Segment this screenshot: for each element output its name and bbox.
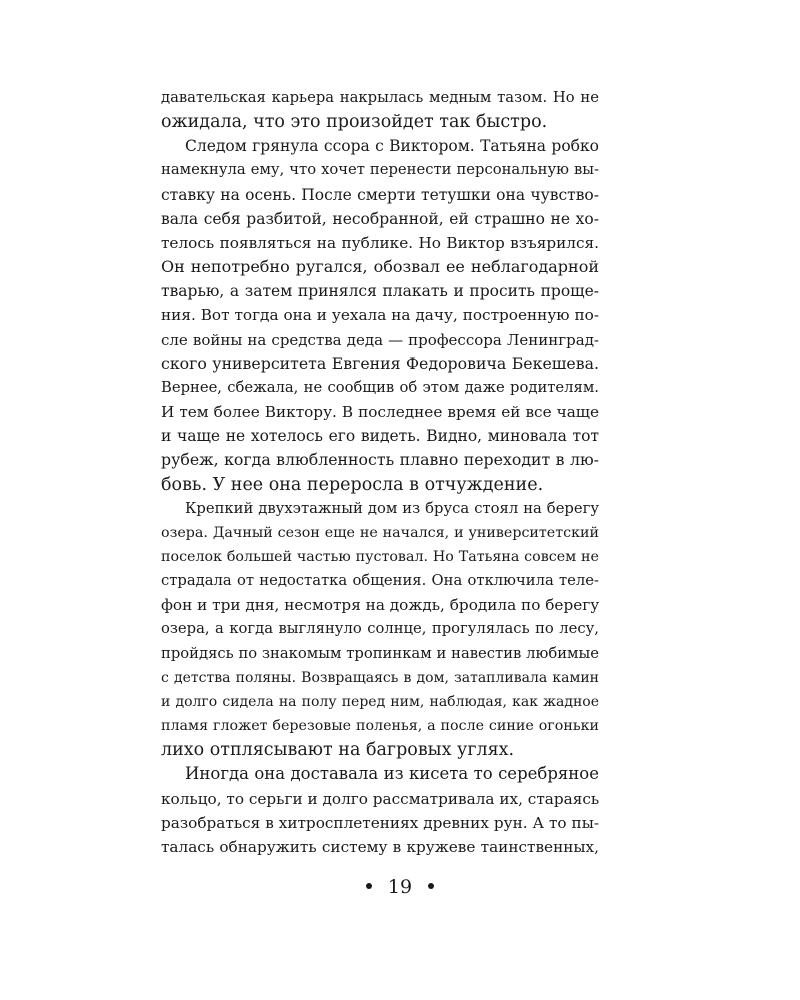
text-line: лихо отплясывают на багровых углях. — [161, 740, 515, 761]
text-line: давательская карьера накрылась медным тазом. Но не — [161, 89, 599, 106]
folio-bullet-left — [366, 883, 372, 889]
body-text — [161, 86, 599, 859]
text-line: ния. Вот тогда она и уехала на дачу, построенную по- — [161, 306, 599, 325]
text-line: ставку на осень. После смерти тетушки она чувство- — [161, 185, 599, 204]
text-line: талась обнаружить систему в кружеве таинственных, — [161, 837, 599, 856]
text-line: с детства поляны. Возвращаясь в дом, затапливала камин — [161, 669, 599, 686]
text-line: телось появляться на публике. Но Виктор взъярился. — [161, 233, 599, 252]
text-line: страдала от недостатка общения. Она отключила теле- — [161, 572, 599, 590]
text-line: озера, а когда выглянуло солнце, прогулялась по лесу, — [161, 620, 599, 638]
text-line: вала себя разбитой, несобранной, ей страшно не хо- — [161, 209, 599, 228]
paragraph — [161, 86, 599, 134]
text-line: намекнула ему, что хочет перенести персональную вы- — [161, 161, 599, 179]
page-number: 19 — [387, 876, 413, 898]
text-line: Крепкий двухэтажный дом из бруса стоял на берегу — [185, 499, 599, 517]
text-line: и чаще не хотелось его видеть. Видно, миновала тот — [161, 427, 599, 446]
text-line: ожидала, что это произойдет так быстро. — [161, 112, 548, 133]
paragraph — [161, 762, 599, 859]
text-line: пройдясь по знакомым тропинкам и навестив любимые — [161, 644, 599, 662]
text-line: Вернее, сбежала, не сообщив об этом даже родителям. — [161, 378, 599, 396]
text-line: тварью, а затем принялся плакать и просить проще- — [161, 282, 599, 301]
text-line: пламя гложет березовые поленья, а после синие огоньки — [161, 718, 599, 735]
text-line: озера. Дачный сезон еще не начался, и университетский — [161, 524, 599, 541]
text-line: Следом грянула ссора с Виктором. Татьяна робко — [185, 137, 599, 156]
text-line: сле войны на средства деда — профессора Ленинград- — [161, 330, 599, 349]
text-line: кольцо, то серьги и долго рассматривала их, стараясь — [161, 789, 600, 808]
text-line: ского университета Евгения Федоровича Бекешева. — [161, 353, 599, 373]
text-line: Он непотребно ругался, обозвал ее неблагодарной — [161, 257, 599, 277]
text-line: Иногда она доставала из кисета то серебряное — [185, 764, 599, 784]
text-line: и долго сидела на полу перед ним, наблюдая, как жадное — [161, 693, 599, 710]
text-line: рубеж, когда влюбленность плавно переходит в лю- — [161, 450, 599, 470]
text-line: поселок большей частью пустовал. Но Татьяна совсем не — [161, 548, 599, 565]
paragraph — [161, 134, 599, 496]
text-line: И тем более Виктору. В последнее время ей все чаще — [161, 403, 599, 422]
paragraph — [161, 497, 599, 763]
page-footer — [0, 876, 800, 898]
text-line: фон и три дня, несмотря на дождь, бродила по берегу — [161, 596, 600, 615]
text-line: разобраться в хитросплетениях древних рун. А то пы- — [161, 813, 599, 832]
text-line: бовь. У нее она переросла в отчуждение. — [161, 474, 544, 495]
folio-bullet-right — [428, 883, 434, 889]
